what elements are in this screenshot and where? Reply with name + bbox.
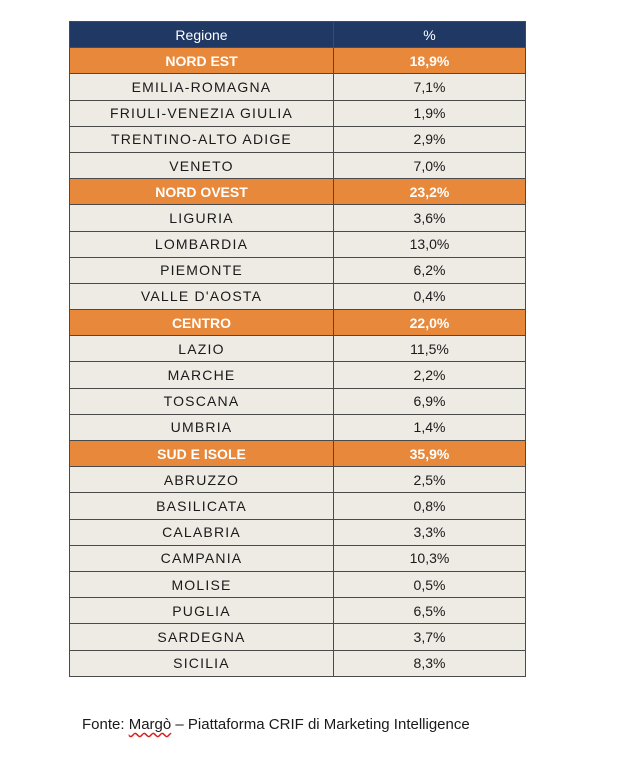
region-name: MARCHE (70, 362, 334, 388)
region-name: PUGLIA (70, 598, 334, 624)
table-row (70, 231, 526, 257)
region-value: 3,6% (334, 205, 526, 231)
group-value: 22,0% (334, 310, 526, 336)
group-row (70, 310, 526, 336)
table-body (70, 48, 526, 677)
region-value: 2,2% (334, 362, 526, 388)
group-value: 23,2% (334, 179, 526, 205)
region-percentage-table (69, 21, 526, 677)
region-value: 11,5% (334, 336, 526, 362)
table-row (70, 257, 526, 283)
region-value: 7,0% (334, 152, 526, 178)
table-row (70, 362, 526, 388)
region-name: SICILIA (70, 650, 334, 676)
group-name: NORD OVEST (70, 179, 334, 205)
region-name: CAMPANIA (70, 545, 334, 571)
table-row (70, 100, 526, 126)
region-value: 0,4% (334, 283, 526, 309)
group-name: NORD EST (70, 48, 334, 74)
table-row (70, 650, 526, 676)
region-value: 2,5% (334, 467, 526, 493)
region-value: 13,0% (334, 231, 526, 257)
region-name: FRIULI-VENEZIA GIULIA (70, 100, 334, 126)
region-name: CALABRIA (70, 519, 334, 545)
region-value: 10,3% (334, 545, 526, 571)
group-row (70, 441, 526, 467)
region-value: 7,1% (334, 74, 526, 100)
region-name: MOLISE (70, 571, 334, 597)
table-row (70, 519, 526, 545)
region-name: SARDEGNA (70, 624, 334, 650)
region-name: TOSCANA (70, 388, 334, 414)
region-value: 3,3% (334, 519, 526, 545)
region-value: 2,9% (334, 126, 526, 152)
region-name: LOMBARDIA (70, 231, 334, 257)
group-value: 35,9% (334, 441, 526, 467)
table-row (70, 126, 526, 152)
source-note (82, 716, 470, 733)
region-value: 6,2% (334, 257, 526, 283)
table-row (70, 414, 526, 440)
region-name: BASILICATA (70, 493, 334, 519)
region-name: VALLE D'AOSTA (70, 283, 334, 309)
region-value: 6,5% (334, 598, 526, 624)
table-row (70, 388, 526, 414)
region-name: EMILIA-ROMAGNA (70, 74, 334, 100)
region-value: 0,8% (334, 493, 526, 519)
region-value: 1,9% (334, 100, 526, 126)
table-row (70, 152, 526, 178)
table-header-row (70, 22, 526, 48)
region-value: 6,9% (334, 388, 526, 414)
region-value: 8,3% (334, 650, 526, 676)
group-row (70, 48, 526, 74)
group-row (70, 179, 526, 205)
source-text: – Piattaforma CRIF di Marketing Intelligence (171, 716, 470, 733)
table-row (70, 283, 526, 309)
table-row (70, 336, 526, 362)
region-value: 1,4% (334, 414, 526, 440)
source-prefix: Fonte: (82, 716, 129, 733)
region-name: LAZIO (70, 336, 334, 362)
column-header-region: Regione (70, 22, 334, 48)
region-name: UMBRIA (70, 414, 334, 440)
region-name: ABRUZZO (70, 467, 334, 493)
region-name: VENETO (70, 152, 334, 178)
table-row (70, 624, 526, 650)
region-name: PIEMONTE (70, 257, 334, 283)
table-row (70, 74, 526, 100)
table-row (70, 598, 526, 624)
column-header-percent: % (334, 22, 526, 48)
table-row (70, 545, 526, 571)
region-value: 0,5% (334, 571, 526, 597)
table-row (70, 493, 526, 519)
region-value: 3,7% (334, 624, 526, 650)
table-row (70, 205, 526, 231)
region-name: TRENTINO-ALTO ADIGE (70, 126, 334, 152)
source-brand: Margò (128, 716, 172, 733)
table-row (70, 571, 526, 597)
table-row (70, 467, 526, 493)
region-name: LIGURIA (70, 205, 334, 231)
group-name: CENTRO (70, 310, 334, 336)
group-value: 18,9% (334, 48, 526, 74)
group-name: SUD E ISOLE (70, 441, 334, 467)
